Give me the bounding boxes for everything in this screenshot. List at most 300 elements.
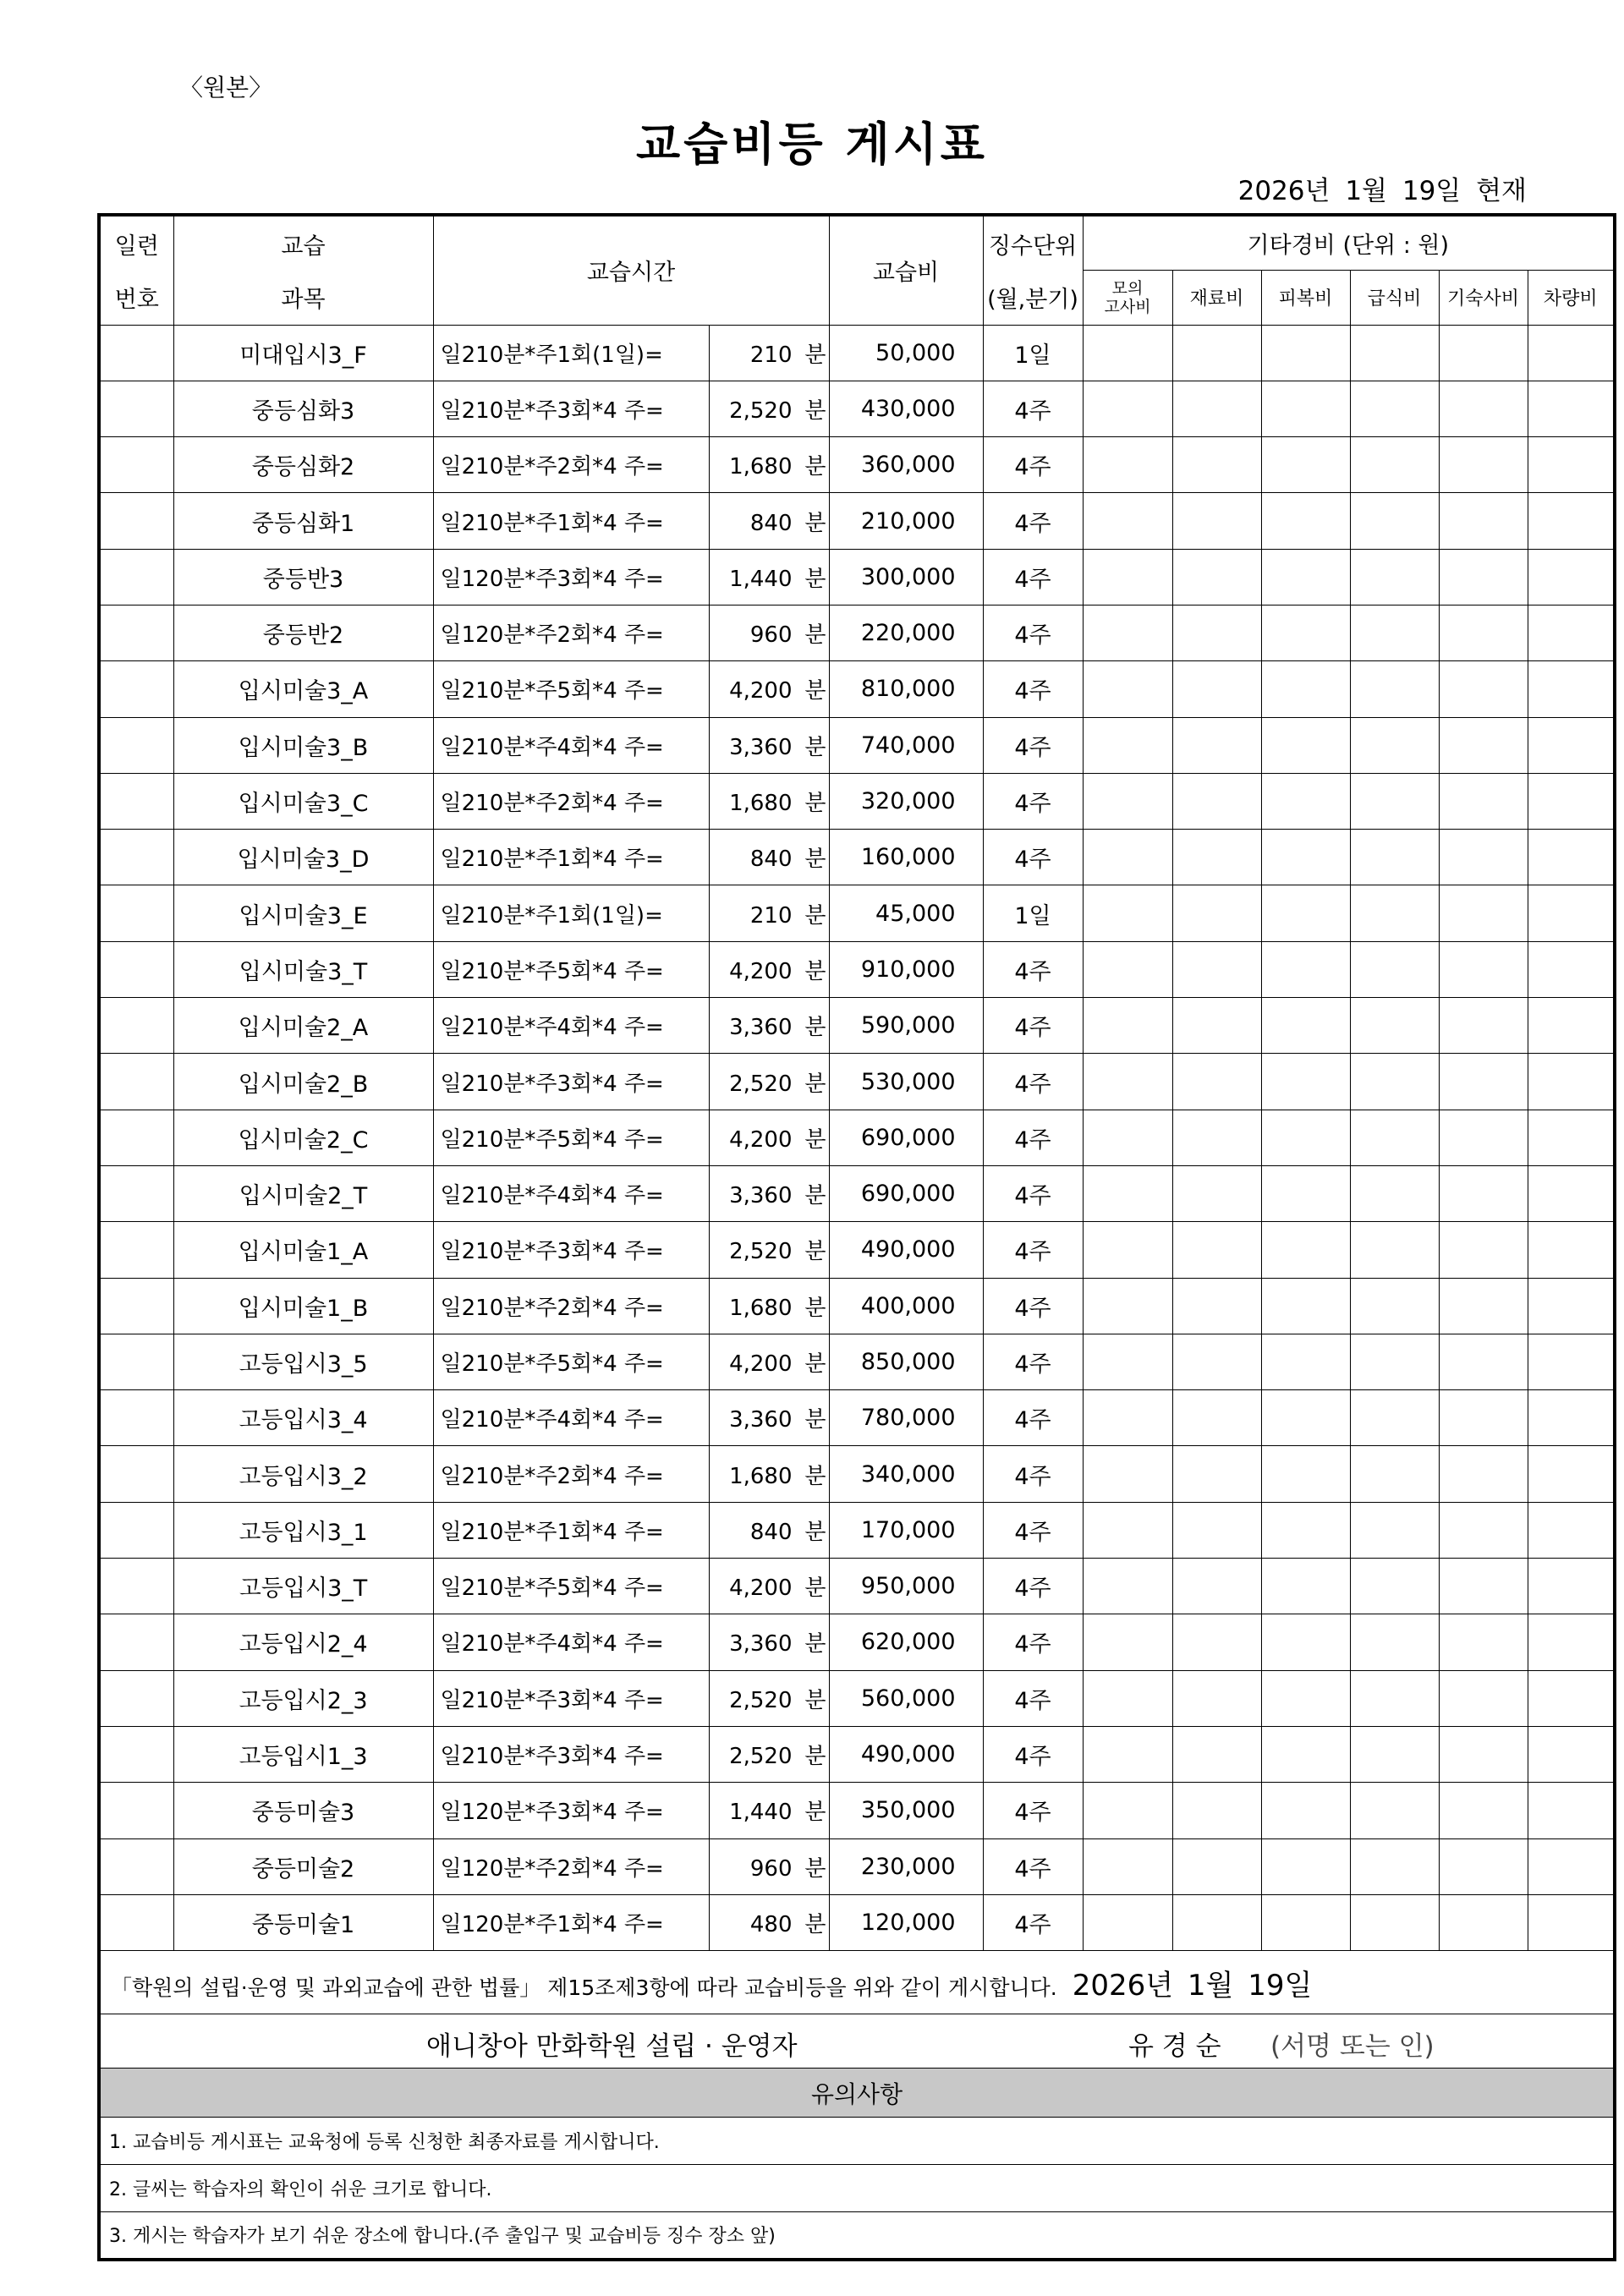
minutes-unit: 분 <box>804 1575 826 1602</box>
table-row <box>99 1110 1615 1165</box>
materials-fee-cell <box>1172 941 1261 997</box>
total-minutes-value: 2,520 <box>729 1239 793 1265</box>
subject-cell: 고등입시2_3 <box>173 1670 433 1726</box>
dormitory-fee-cell <box>1439 830 1528 885</box>
clothing-fee-cell <box>1261 941 1350 997</box>
vehicle-fee-cell <box>1528 1054 1615 1110</box>
meals-fee-cell <box>1350 773 1439 829</box>
total-minutes-cell <box>709 1726 829 1782</box>
mock-exam-fee-cell <box>1083 885 1172 941</box>
vehicle-fee-cell <box>1528 1278 1615 1334</box>
minutes-unit: 분 <box>804 1631 826 1658</box>
mock-exam-fee-cell <box>1083 381 1172 436</box>
table-row <box>99 1222 1615 1278</box>
total-minutes-value: 2,520 <box>729 1071 793 1097</box>
minutes-unit: 분 <box>804 1126 826 1153</box>
subject-cell: 고등입시3_4 <box>173 1390 433 1446</box>
minutes-unit: 분 <box>804 1800 826 1826</box>
minutes-unit: 분 <box>804 566 826 592</box>
collection-unit-cell: 4주 <box>983 1054 1083 1110</box>
serial-cell <box>99 1334 173 1389</box>
total-minutes-value: 1,680 <box>729 1463 793 1489</box>
hours-formula-cell: 일210분*주4회*4 주= <box>433 1614 709 1670</box>
hours-formula-cell: 일210분*주2회*4 주= <box>433 1446 709 1502</box>
table-row <box>99 1334 1615 1389</box>
clothing-fee-cell <box>1261 1165 1350 1221</box>
table-row <box>99 493 1615 549</box>
clothing-fee-cell <box>1261 1110 1350 1165</box>
materials-fee-cell <box>1172 773 1261 829</box>
total-minutes-cell <box>709 1334 829 1389</box>
total-minutes-value: 840 <box>749 847 793 873</box>
mock-exam-fee-cell <box>1083 1726 1172 1782</box>
hours-formula-cell: 일210분*주4회*4 주= <box>433 1390 709 1446</box>
serial-cell <box>99 605 173 660</box>
table-row <box>99 1278 1615 1334</box>
collection-unit-cell: 4주 <box>983 1894 1083 1950</box>
meals-fee-cell <box>1350 1446 1439 1502</box>
total-minutes-cell <box>709 1838 829 1894</box>
mock-exam-fee-cell <box>1083 717 1172 773</box>
total-minutes-value: 960 <box>749 1855 793 1882</box>
clothing-fee-cell <box>1261 830 1350 885</box>
dormitory-fee-cell <box>1439 605 1528 660</box>
table-row <box>99 1894 1615 1950</box>
materials-fee-cell <box>1172 1165 1261 1221</box>
mock-exam-fee-cell <box>1083 493 1172 549</box>
clothing-fee-cell <box>1261 1783 1350 1838</box>
serial-cell <box>99 1783 173 1838</box>
subject-cell: 고등입시3_2 <box>173 1446 433 1502</box>
minutes-unit: 분 <box>804 902 826 929</box>
vehicle-fee-cell <box>1528 1894 1615 1950</box>
total-minutes-cell <box>709 1670 829 1726</box>
dormitory-fee-cell <box>1439 1110 1528 1165</box>
hours-formula-cell: 일120분*주1회*4 주= <box>433 1894 709 1950</box>
minutes-unit: 분 <box>804 1463 826 1489</box>
total-minutes-value: 210 <box>749 902 793 929</box>
fee-cell: 590,000 <box>829 998 983 1054</box>
table-row <box>99 717 1615 773</box>
hours-formula-cell: 일210분*주3회*4 주= <box>433 381 709 436</box>
dormitory-fee-cell <box>1439 1334 1528 1389</box>
serial-cell <box>99 1502 173 1558</box>
total-minutes-cell <box>709 717 829 773</box>
total-minutes-cell <box>709 1222 829 1278</box>
subject-cell: 입시미술3_E <box>173 885 433 941</box>
fee-cell: 230,000 <box>829 1838 983 1894</box>
total-minutes-value: 4,200 <box>729 1126 793 1153</box>
operator-name: 유 경 순 <box>1128 2031 1221 2063</box>
header-vehicle: 차량비 <box>1528 270 1615 325</box>
total-minutes-cell <box>709 1559 829 1614</box>
header-serial: 일련 번호 <box>99 215 173 325</box>
vehicle-fee-cell <box>1528 1334 1615 1389</box>
collection-unit-cell: 4주 <box>983 661 1083 717</box>
collection-unit-cell: 4주 <box>983 605 1083 660</box>
hours-formula-cell: 일120분*주2회*4 주= <box>433 1838 709 1894</box>
dormitory-fee-cell <box>1439 325 1528 381</box>
meals-fee-cell <box>1350 1838 1439 1894</box>
header-hours: 교습시간 <box>433 215 829 325</box>
total-minutes-cell <box>709 1502 829 1558</box>
vehicle-fee-cell <box>1528 661 1615 717</box>
hours-formula-cell: 일210분*주2회*4 주= <box>433 1278 709 1334</box>
table-row <box>99 1446 1615 1502</box>
fee-cell: 350,000 <box>829 1783 983 1838</box>
meals-fee-cell <box>1350 1614 1439 1670</box>
meals-fee-cell <box>1350 605 1439 660</box>
subject-cell: 중등반2 <box>173 605 433 660</box>
materials-fee-cell <box>1172 1838 1261 1894</box>
materials-fee-cell <box>1172 885 1261 941</box>
total-minutes-cell <box>709 1110 829 1165</box>
serial-cell <box>99 1165 173 1221</box>
meals-fee-cell <box>1350 1165 1439 1221</box>
meals-fee-cell <box>1350 1726 1439 1782</box>
dormitory-fee-cell <box>1439 773 1528 829</box>
serial-cell <box>99 1838 173 1894</box>
serial-cell <box>99 381 173 436</box>
vehicle-fee-cell <box>1528 717 1615 773</box>
mock-exam-fee-cell <box>1083 1894 1172 1950</box>
table-row <box>99 325 1615 381</box>
mock-exam-fee-cell <box>1083 830 1172 885</box>
meals-fee-cell <box>1350 1502 1439 1558</box>
total-minutes-value: 4,200 <box>729 678 793 704</box>
meals-fee-cell <box>1350 549 1439 605</box>
vehicle-fee-cell <box>1528 998 1615 1054</box>
materials-fee-cell <box>1172 1222 1261 1278</box>
header-fee: 교습비 <box>829 215 983 325</box>
fee-table <box>97 213 1616 2261</box>
mock-exam-fee-cell <box>1083 1390 1172 1446</box>
vehicle-fee-cell <box>1528 885 1615 941</box>
dormitory-fee-cell <box>1439 1390 1528 1446</box>
materials-fee-cell <box>1172 549 1261 605</box>
hours-formula-cell: 일210분*주1회*4 주= <box>433 493 709 549</box>
hours-formula-cell: 일210분*주3회*4 주= <box>433 1054 709 1110</box>
table-row <box>99 941 1615 997</box>
table-row <box>99 661 1615 717</box>
meals-fee-cell <box>1350 1054 1439 1110</box>
meals-fee-cell <box>1350 1334 1439 1389</box>
clothing-fee-cell <box>1261 381 1350 436</box>
total-minutes-cell <box>709 773 829 829</box>
minutes-unit: 분 <box>804 622 826 649</box>
fee-cell: 360,000 <box>829 437 983 493</box>
vehicle-fee-cell <box>1528 1670 1615 1726</box>
materials-fee-cell <box>1172 1054 1261 1110</box>
serial-cell <box>99 661 173 717</box>
minutes-unit: 분 <box>804 1519 826 1545</box>
academy-name: 애니창아 만화학원 설립 · 운영자 <box>426 2031 798 2063</box>
fee-cell: 490,000 <box>829 1726 983 1782</box>
subject-cell: 중등미술2 <box>173 1838 433 1894</box>
minutes-unit: 분 <box>804 1744 826 1770</box>
dormitory-fee-cell <box>1439 1838 1528 1894</box>
materials-fee-cell <box>1172 830 1261 885</box>
minutes-unit: 분 <box>804 1351 826 1377</box>
hours-formula-cell: 일210분*주3회*4 주= <box>433 1726 709 1782</box>
mock-exam-fee-cell <box>1083 1614 1172 1670</box>
minutes-unit: 분 <box>804 1015 826 1041</box>
serial-cell <box>99 1278 173 1334</box>
fee-cell: 430,000 <box>829 381 983 436</box>
hours-formula-cell: 일210분*주3회*4 주= <box>433 1670 709 1726</box>
subject-cell: 고등입시3_T <box>173 1559 433 1614</box>
collection-unit-cell: 4주 <box>983 1559 1083 1614</box>
hours-formula-cell: 일210분*주2회*4 주= <box>433 437 709 493</box>
dormitory-fee-cell <box>1439 1222 1528 1278</box>
meals-fee-cell <box>1350 1278 1439 1334</box>
fee-cell: 950,000 <box>829 1559 983 1614</box>
materials-fee-cell <box>1172 717 1261 773</box>
serial-cell <box>99 1390 173 1446</box>
clothing-fee-cell <box>1261 885 1350 941</box>
mock-exam-fee-cell <box>1083 1559 1172 1614</box>
subject-cell: 입시미술2_B <box>173 1054 433 1110</box>
hours-formula-cell: 일210분*주5회*4 주= <box>433 941 709 997</box>
serial-cell <box>99 1670 173 1726</box>
minutes-unit: 분 <box>804 1183 826 1209</box>
materials-fee-cell <box>1172 1559 1261 1614</box>
dormitory-fee-cell <box>1439 1783 1528 1838</box>
notice-item-3: 3. 게시는 학습자가 보기 쉬운 장소에 합니다.(주 출입구 및 교습비등 징수 장소 앞) <box>99 2212 1615 2260</box>
subject-cell: 중등미술1 <box>173 1894 433 1950</box>
hours-formula-cell: 일210분*주1회(1일)= <box>433 885 709 941</box>
clothing-fee-cell <box>1261 549 1350 605</box>
total-minutes-value: 2,520 <box>729 1687 793 1713</box>
hours-formula-cell: 일210분*주4회*4 주= <box>433 1165 709 1221</box>
materials-fee-cell <box>1172 1446 1261 1502</box>
hours-formula-cell: 일210분*주4회*4 주= <box>433 998 709 1054</box>
table-row <box>99 381 1615 436</box>
collection-unit-cell: 4주 <box>983 1165 1083 1221</box>
dormitory-fee-cell <box>1439 1614 1528 1670</box>
clothing-fee-cell <box>1261 1614 1350 1670</box>
subject-cell: 고등입시3_1 <box>173 1502 433 1558</box>
collection-unit-cell: 1일 <box>983 885 1083 941</box>
total-minutes-value: 4,200 <box>729 1351 793 1377</box>
minutes-unit: 분 <box>804 1855 826 1882</box>
header-meals: 급식비 <box>1350 270 1439 325</box>
table-row <box>99 1165 1615 1221</box>
hours-formula-cell: 일210분*주5회*4 주= <box>433 661 709 717</box>
materials-fee-cell <box>1172 325 1261 381</box>
subject-cell: 중등심화3 <box>173 381 433 436</box>
collection-unit-cell: 4주 <box>983 1670 1083 1726</box>
meals-fee-cell <box>1350 661 1439 717</box>
mock-exam-fee-cell <box>1083 773 1172 829</box>
table-row <box>99 1502 1615 1558</box>
meals-fee-cell <box>1350 381 1439 436</box>
as-of-date: 2026년 1월 19일 현재 <box>1237 176 1527 206</box>
mock-exam-fee-cell <box>1083 1446 1172 1502</box>
subject-cell: 입시미술3_T <box>173 941 433 997</box>
materials-fee-cell <box>1172 1278 1261 1334</box>
hours-formula-cell: 일210분*주5회*4 주= <box>433 1110 709 1165</box>
mock-exam-fee-cell <box>1083 1783 1172 1838</box>
total-minutes-cell <box>709 1278 829 1334</box>
meals-fee-cell <box>1350 1390 1439 1446</box>
materials-fee-cell <box>1172 1726 1261 1782</box>
subject-cell: 중등반3 <box>173 549 433 605</box>
materials-fee-cell <box>1172 493 1261 549</box>
dormitory-fee-cell <box>1439 1502 1528 1558</box>
total-minutes-value: 840 <box>749 1519 793 1545</box>
table-row <box>99 1783 1615 1838</box>
collection-unit-cell: 4주 <box>983 717 1083 773</box>
fee-cell: 560,000 <box>829 1670 983 1726</box>
total-minutes-value: 1,680 <box>729 791 793 817</box>
dormitory-fee-cell <box>1439 1726 1528 1782</box>
collection-unit-cell: 4주 <box>983 998 1083 1054</box>
vehicle-fee-cell <box>1528 1110 1615 1165</box>
legal-statement <box>99 1951 1615 2014</box>
materials-fee-cell <box>1172 1894 1261 1950</box>
hours-formula-cell: 일210분*주1회*4 주= <box>433 1502 709 1558</box>
serial-cell <box>99 717 173 773</box>
clothing-fee-cell <box>1261 1278 1350 1334</box>
total-minutes-cell <box>709 661 829 717</box>
fee-cell: 170,000 <box>829 1502 983 1558</box>
total-minutes-value: 1,680 <box>729 454 793 480</box>
table-row <box>99 605 1615 660</box>
table-row <box>99 1838 1615 1894</box>
table-row <box>99 549 1615 605</box>
minutes-unit: 분 <box>804 734 826 760</box>
fee-cell: 850,000 <box>829 1334 983 1389</box>
clothing-fee-cell <box>1261 1894 1350 1950</box>
materials-fee-cell <box>1172 1334 1261 1389</box>
meals-fee-cell <box>1350 1222 1439 1278</box>
total-minutes-cell <box>709 1894 829 1950</box>
serial-cell <box>99 830 173 885</box>
dormitory-fee-cell <box>1439 437 1528 493</box>
dormitory-fee-cell <box>1439 1165 1528 1221</box>
clothing-fee-cell <box>1261 605 1350 660</box>
subject-cell: 입시미술3_D <box>173 830 433 885</box>
vehicle-fee-cell <box>1528 381 1615 436</box>
subject-cell: 입시미술3_A <box>173 661 433 717</box>
collection-unit-cell: 4주 <box>983 1334 1083 1389</box>
vehicle-fee-cell <box>1528 1502 1615 1558</box>
mock-exam-fee-cell <box>1083 1838 1172 1894</box>
hours-formula-cell: 일210분*주5회*4 주= <box>433 1334 709 1389</box>
notice-item-1: 1. 교습비등 게시표는 교육청에 등록 신청한 최종자료를 게시합니다. <box>99 2118 1615 2165</box>
dormitory-fee-cell <box>1439 1670 1528 1726</box>
mock-exam-fee-cell <box>1083 1334 1172 1389</box>
table-row <box>99 1726 1615 1782</box>
table-row <box>99 773 1615 829</box>
legal-date: 2026년 1월 19일 <box>1072 1968 1313 2003</box>
fee-cell: 220,000 <box>829 605 983 660</box>
mock-exam-fee-cell <box>1083 661 1172 717</box>
clothing-fee-cell <box>1261 1726 1350 1782</box>
notice-title: 유의사항 <box>99 2069 1615 2118</box>
total-minutes-value: 840 <box>749 510 793 536</box>
total-minutes-cell <box>709 1054 829 1110</box>
materials-fee-cell <box>1172 1502 1261 1558</box>
collection-unit-cell: 4주 <box>983 1783 1083 1838</box>
total-minutes-value: 3,360 <box>729 1183 793 1209</box>
materials-fee-cell <box>1172 1390 1261 1446</box>
serial-cell <box>99 1110 173 1165</box>
subject-cell: 중등심화1 <box>173 493 433 549</box>
fee-cell: 530,000 <box>829 1054 983 1110</box>
clothing-fee-cell <box>1261 437 1350 493</box>
clothing-fee-cell <box>1261 1334 1350 1389</box>
serial-cell <box>99 437 173 493</box>
meals-fee-cell <box>1350 1894 1439 1950</box>
serial-cell <box>99 1894 173 1950</box>
mock-exam-fee-cell <box>1083 1278 1172 1334</box>
table-row <box>99 1614 1615 1670</box>
table-row <box>99 1390 1615 1446</box>
vehicle-fee-cell <box>1528 1614 1615 1670</box>
clothing-fee-cell <box>1261 998 1350 1054</box>
meals-fee-cell <box>1350 998 1439 1054</box>
subject-cell: 미대입시3_F <box>173 325 433 381</box>
meals-fee-cell <box>1350 325 1439 381</box>
signature-line <box>99 2014 1615 2069</box>
total-minutes-value: 3,360 <box>729 1631 793 1658</box>
collection-unit-cell: 4주 <box>983 941 1083 997</box>
mock-exam-fee-cell <box>1083 1222 1172 1278</box>
hours-formula-cell: 일120분*주3회*4 주= <box>433 549 709 605</box>
vehicle-fee-cell <box>1528 1838 1615 1894</box>
total-minutes-value: 960 <box>749 622 793 649</box>
fee-cell: 810,000 <box>829 661 983 717</box>
total-minutes-cell <box>709 605 829 660</box>
serial-cell <box>99 773 173 829</box>
collection-unit-cell: 4주 <box>983 1726 1083 1782</box>
total-minutes-cell <box>709 493 829 549</box>
header-collection-unit: 징수단위 (월,분기) <box>983 215 1083 325</box>
minutes-unit: 분 <box>804 1295 826 1321</box>
serial-cell <box>99 1054 173 1110</box>
fee-cell: 400,000 <box>829 1278 983 1334</box>
collection-unit-cell: 4주 <box>983 1278 1083 1334</box>
legal-text: 「학원의 설립·운영 및 과외교습에 관한 법률」 제15조제3항에 따라 교습비등을 위와 같이 게시합니다. <box>111 1975 1057 2000</box>
hours-formula-cell: 일120분*주3회*4 주= <box>433 1783 709 1838</box>
subject-cell: 중등심화2 <box>173 437 433 493</box>
total-minutes-cell <box>709 941 829 997</box>
mock-exam-fee-cell <box>1083 1054 1172 1110</box>
table-row <box>99 437 1615 493</box>
vehicle-fee-cell <box>1528 1559 1615 1614</box>
fee-cell: 690,000 <box>829 1110 983 1165</box>
meals-fee-cell <box>1350 437 1439 493</box>
serial-cell <box>99 325 173 381</box>
serial-cell <box>99 1559 173 1614</box>
table-row <box>99 885 1615 941</box>
vehicle-fee-cell <box>1528 325 1615 381</box>
total-minutes-cell <box>709 437 829 493</box>
minutes-unit: 분 <box>804 1687 826 1713</box>
signature-seal-label: (서명 또는 인) <box>1270 2031 1435 2063</box>
vehicle-fee-cell <box>1528 1446 1615 1502</box>
dormitory-fee-cell <box>1439 1446 1528 1502</box>
table-row <box>99 1670 1615 1726</box>
materials-fee-cell <box>1172 661 1261 717</box>
serial-cell <box>99 1614 173 1670</box>
total-minutes-value: 4,200 <box>729 1575 793 1602</box>
meals-fee-cell <box>1350 941 1439 997</box>
total-minutes-cell <box>709 1614 829 1670</box>
mock-exam-fee-cell <box>1083 325 1172 381</box>
